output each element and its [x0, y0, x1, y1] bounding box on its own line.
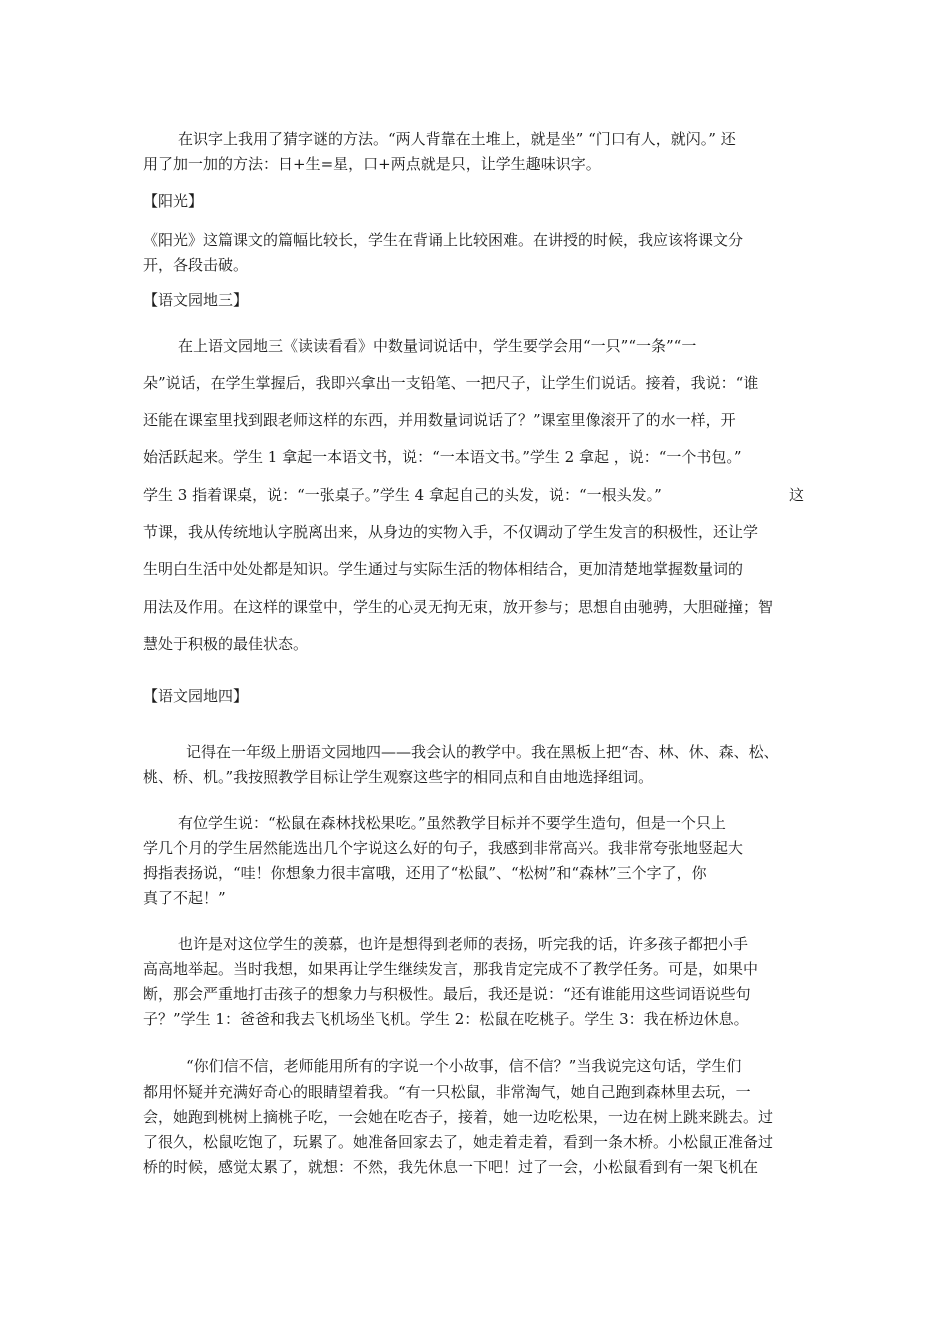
paragraph-line: 高高地举起。当时我想，如果再让学生继续发言，那我肯定完成不了教学任务。可是，如果中 — [143, 960, 759, 978]
section-heading-yuwen4: 【语文园地四】 — [143, 687, 249, 705]
paragraph-line: 也许是对这位学生的羡慕，也许是想得到老师的表扬，听完我的话，许多孩子都把小手 — [178, 935, 749, 953]
paragraph-line: 还能在课室里找到跟老师这样的东西，并用数量词说话了？”课室里像滚开了的水一样，开 — [143, 411, 736, 429]
paragraph-line: 桥的时候，感觉太累了，就想：不然，我先休息一下吧！过了一会，小松鼠看到有一架飞机在 — [143, 1158, 759, 1176]
paragraph-line: 用了加一加的方法：日+生=星，口+两点就是只，让学生趣味识字。 — [143, 155, 601, 173]
section-heading-yuwen3: 【语文园地三】 — [143, 291, 249, 309]
paragraph-line: 节课，我从传统地认字脱离出来，从身边的实物入手，不仅调动了学生发言的积极性，还让学 — [143, 523, 759, 541]
paragraph-line: 真了不起！” — [143, 889, 226, 907]
paragraph-line: 学几个月的学生居然能选出几个字说这么好的句子，我感到非常高兴。我非常夸张地竖起大 — [143, 839, 744, 857]
paragraph-line: 都用怀疑并充满好奇心的眼睛望着我。“有一只松鼠，非常淘气，她自己跑到森林里去玩，一 — [143, 1083, 751, 1101]
paragraph-line: 记得在一年级上册语文园地四——我会认的教学中。我在黑板上把“杏、林、休、森、松、 — [186, 743, 779, 761]
section-heading-yangguang: 【阳光】 — [143, 192, 204, 210]
paragraph-line: 学生 3 指着课桌，说：“一张桌子。”学生 4 拿起自己的头发，说：“一根头发。” — [143, 486, 662, 504]
paragraph-line: 始活跃起来。学生 1 拿起一本语文书，说：“一本语文书。”学生 2 拿起 ，说：“一个书包。” — [143, 448, 742, 466]
paragraph-line: 在识字上我用了猜字谜的方法。“两人背靠在土堆上，就是坐” “门口有人，就闪。” 还 — [178, 130, 736, 148]
paragraph-line: 生明白生活中处处都是知识。学生通过与实际生活的物体相结合，更加清楚地掌握数量词的 — [143, 560, 744, 578]
paragraph-line: 子？”学生 1：爸爸和我去飞机场坐飞机。学生 2：松鼠在吃桃子。学生 3：我在桥边休息。 — [143, 1010, 749, 1028]
paragraph-line: 朵”说话，在学生掌握后，我即兴拿出一支铅笔、一把尺子，让学生们说话。接着，我说：“谁 — [143, 374, 759, 392]
paragraph-line: 桃、桥、机。”我按照教学目标让学生观察这些字的相同点和自由地选择组词。 — [143, 768, 654, 786]
paragraph-line: 《阳光》这篇课文的篇幅比较长，学生在背诵上比较困难。在讲授的时候，我应该将课文分 — [143, 231, 744, 249]
paragraph-line: 在上语文园地三《读读看看》中数量词说话中，学生要学会用“一只”“一条”“一 — [178, 337, 697, 355]
paragraph-line: 会，她跑到桃树上摘桃子吃，一会她在吃杏子，接着，她一边吃松果，一边在树上跳来跳去。过 — [143, 1108, 774, 1126]
paragraph-line: 用法及作用。在这样的课堂中，学生的心灵无拘无束，放开参与；思想自由驰骋，大胆碰撞；智 — [143, 598, 774, 616]
paragraph-line: 了很久，松鼠吃饱了，玩累了。她准备回家去了，她走着走着，看到一条木桥。小松鼠正准备过 — [143, 1133, 774, 1151]
paragraph-line: 慧处于积极的最佳状态。 — [143, 635, 309, 653]
paragraph-line: 有位学生说：“松鼠在森林找松果吃。”虽然教学目标并不要学生造句，但是一个只上 — [178, 814, 726, 832]
paragraph-line: “你们信不信，老师能用所有的字说一个小故事，信不信？”当我说完这句话，学生们 — [186, 1057, 742, 1075]
paragraph-line: 拇指表扬说，“哇！你想象力很丰富哦，还用了“松鼠”、“松树”和“森林”三个字了，你 — [143, 864, 707, 882]
paragraph-line: 开，各段击破。 — [143, 256, 249, 274]
trailing-word: 这 — [789, 486, 805, 504]
paragraph-line: 断，那会严重地打击孩子的想象力与积极性。最后，我还是说：“还有谁能用这些词语说些句 — [143, 985, 751, 1003]
